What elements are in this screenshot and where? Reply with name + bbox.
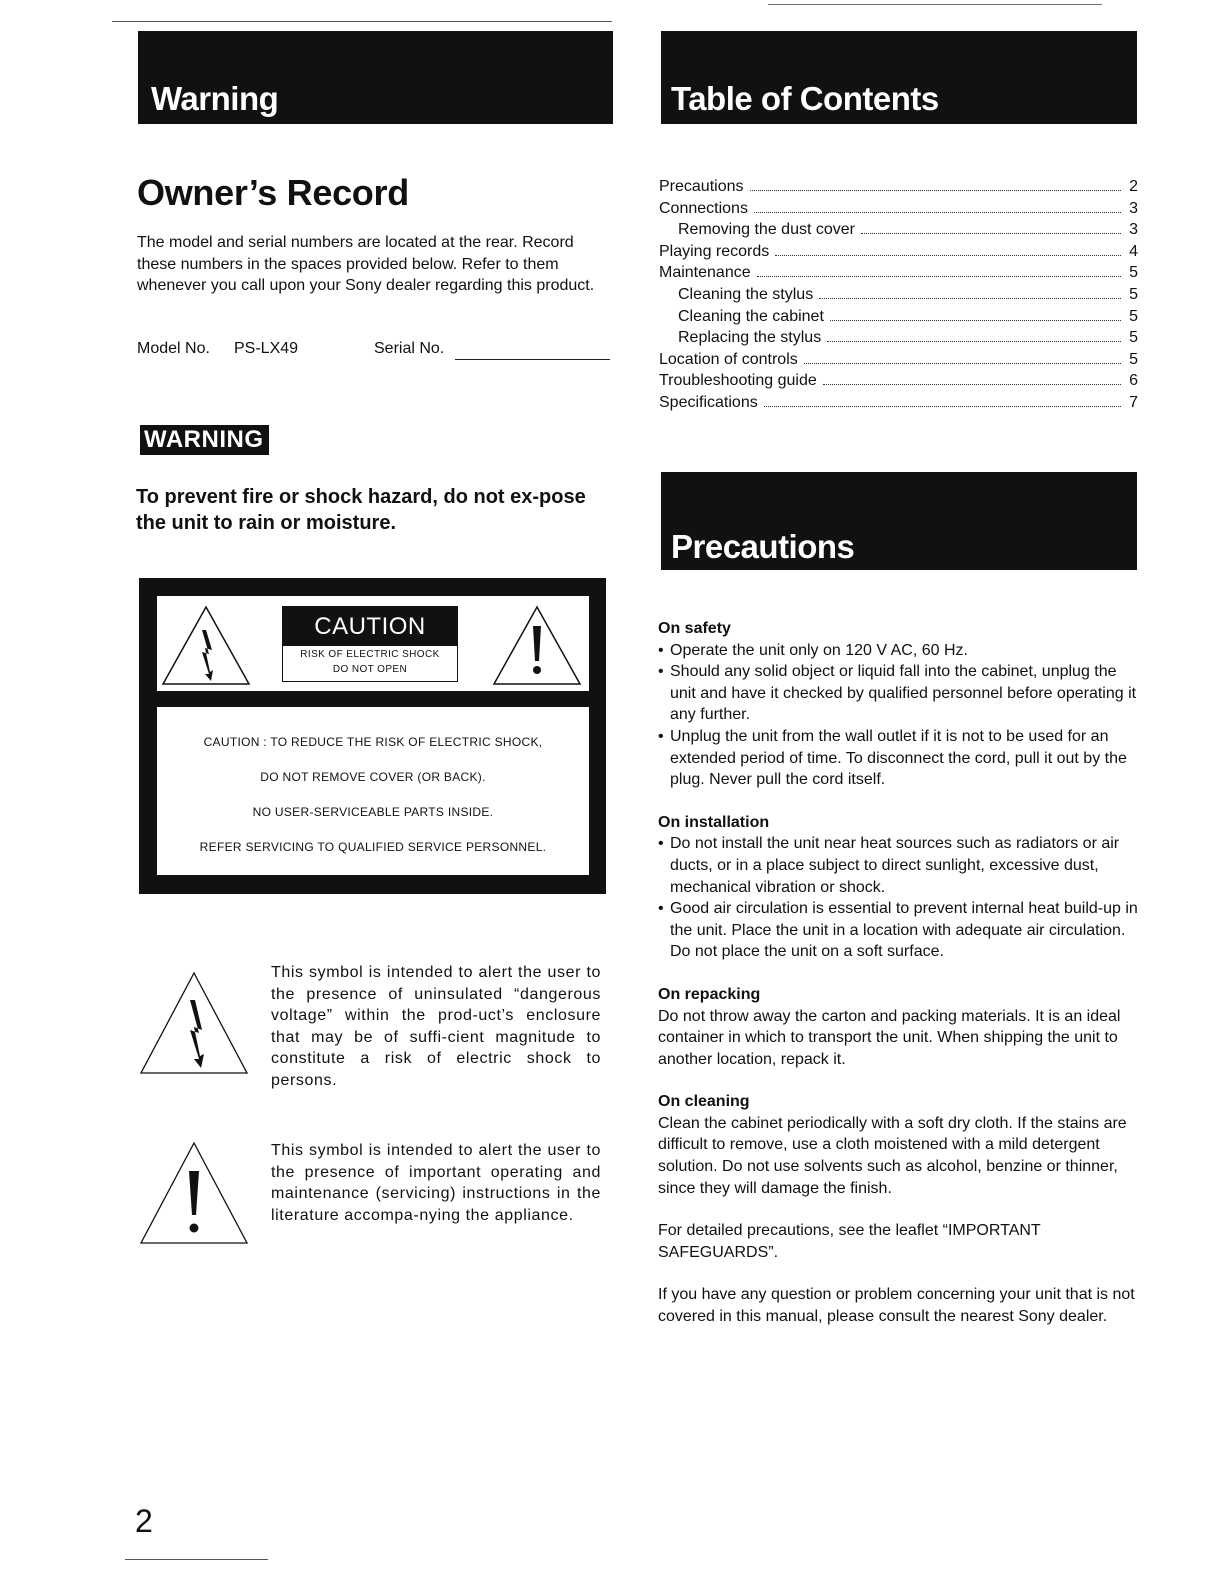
spacer <box>658 963 1140 984</box>
spacer <box>658 1199 1140 1220</box>
caution-line-4: REFER SERVICING TO QUALIFIED SERVICE PERSONNEL. <box>199 840 547 854</box>
model-value: PS-LX49 <box>234 340 299 357</box>
toc-entry[interactable] <box>659 198 1138 220</box>
caution-title: CAUTION <box>283 607 457 646</box>
lightning-symbol-icon <box>138 970 250 1076</box>
exclamation-symbol-icon <box>138 1140 250 1246</box>
serial-label: Serial No. <box>374 340 445 357</box>
toc-dots <box>819 298 1121 299</box>
toc-entry-label: Cleaning the stylus <box>678 285 814 303</box>
list-item: • Unplug the unit from the wall outlet if it is not to be used for an extended period of time. To disconnect the cord, pull it out by the plug. Never pull the cord itself. <box>658 726 1140 791</box>
warning-text: To prevent fire or shock hazard, do not ex-pose the unit to rain or moisture. <box>136 486 586 534</box>
exclamation-symbol-text: This symbol is intended to alert the user to the presence of important operating and maintenance (servicing) instructions in the literature accompa-nying the appliance. <box>271 1142 601 1224</box>
list-item: • Should any solid object or liquid fall into the cabinet, unplug the unit and have it checked by qualified personnel before operating it any further. <box>658 661 1140 726</box>
spacer <box>658 1263 1140 1284</box>
installation-heading: On installation <box>658 813 770 831</box>
caution-line-3: NO USER-SERVICEABLE PARTS INSIDE. <box>252 805 494 819</box>
toc-dots <box>757 276 1121 277</box>
warning-banner <box>138 31 613 124</box>
top-rule-right <box>768 4 1102 5</box>
leaflet-text: For detailed precautions, see the leaflet “IMPORTANT SAFEGUARDS”. <box>658 1222 1041 1261</box>
list-item: • Good air circulation is essential to prevent internal heat build-up in the unit. Place the unit in a location with adequate air circulation. Do not place the unit on a soft surface. <box>658 898 1140 963</box>
spacer <box>658 791 1140 812</box>
toc-dots <box>830 320 1121 321</box>
toc-entry[interactable] <box>659 370 1138 392</box>
toc-dots <box>754 212 1121 213</box>
toc-dots <box>827 341 1121 342</box>
toc-entry[interactable] <box>659 392 1138 414</box>
caution-line-1: CAUTION : TO REDUCE THE RISK OF ELECTRIC SHOCK, <box>203 735 543 749</box>
exclamation-warning-icon <box>491 604 583 686</box>
toc-entry[interactable] <box>659 262 1138 284</box>
model-serial-line <box>137 340 617 364</box>
toc-entry-page: 5 <box>1129 329 1138 347</box>
toc-entry[interactable] <box>659 284 1138 306</box>
caution-bottom-panel <box>157 707 589 875</box>
list-item: • Do not install the unit near heat sources such as radiators or air ducts, or in a place subject to direct sunlight, excessive dust, mechanical vibration or shock. <box>658 833 1140 898</box>
toc-entry[interactable] <box>659 176 1138 198</box>
toc-entry-label: Maintenance <box>659 264 751 282</box>
caution-sub-risk: RISK OF ELECTRIC SHOCK <box>300 649 440 660</box>
top-rule-left <box>112 21 612 22</box>
caution-sub-do-not-open: DO NOT OPEN <box>332 664 408 675</box>
toc-entry-page: 6 <box>1129 372 1138 390</box>
precautions-section <box>658 618 1140 1328</box>
model-label: Model No. <box>137 340 210 357</box>
safety-heading: On safety <box>658 620 731 637</box>
toc-entry-label: Cleaning the cabinet <box>678 307 824 325</box>
toc-entry-page: 3 <box>1129 221 1138 239</box>
cleaning-heading: On cleaning <box>658 1093 750 1111</box>
toc-entry-page: 5 <box>1129 307 1138 325</box>
toc-entry[interactable] <box>659 327 1138 349</box>
toc-entry-label: Specifications <box>659 393 758 411</box>
owners-record-title: Owner’s Record <box>137 172 409 213</box>
toc-entry-label: Location of controls <box>659 350 798 368</box>
toc-dots <box>804 363 1121 364</box>
toc-entry-page: 7 <box>1129 393 1138 411</box>
table-of-contents <box>659 176 1138 414</box>
toc-dots <box>750 190 1122 191</box>
toc-dots <box>861 233 1121 234</box>
repacking-heading: On repacking <box>658 985 761 1003</box>
toc-entry-label: Replacing the stylus <box>678 329 822 347</box>
question-text: If you have any question or problem concerning your unit that is not covered in this manual, please consult the nearest Sony dealer. <box>658 1286 1135 1326</box>
lightning-symbol-text: This symbol is intended to alert the user to the presence of uninsulated “dangerous voltage” within the prod-uct’s enclosure that may be of suffi-cient magnitude to constitute a risk of electric shock to persons. <box>271 964 601 1089</box>
safety-list <box>658 640 1140 791</box>
installation-list <box>658 833 1140 963</box>
toc-dots <box>775 255 1121 256</box>
toc-entry[interactable] <box>659 219 1138 241</box>
toc-entry-page: 5 <box>1129 350 1138 368</box>
repacking-text: Do not throw away the carton and packing materials. It is an ideal container in which to transport the unit. When shipping the unit to another location, repack it. <box>658 1007 1121 1068</box>
warning-banner-title: Warning <box>151 80 279 117</box>
precautions-banner <box>661 472 1137 570</box>
toc-banner-title: Table of Contents <box>671 80 939 117</box>
lightning-warning-icon <box>160 604 252 686</box>
toc-entry-page: 4 <box>1129 242 1138 260</box>
owners-record-body: The model and serial numbers are located at the rear. Record these numbers in the spaces provided below. Refer to them whenever you call upon your Sony dealer regarding this product. <box>137 234 595 294</box>
toc-dots <box>823 384 1121 385</box>
toc-entry-label: Removing the dust cover <box>678 221 855 239</box>
toc-entry-label: Precautions <box>659 178 744 195</box>
toc-entry-label: Troubleshooting guide <box>659 372 817 390</box>
toc-dots <box>764 406 1121 407</box>
toc-entry[interactable] <box>659 241 1138 263</box>
toc-entry-page: 3 <box>1129 199 1138 217</box>
toc-banner <box>661 31 1137 124</box>
toc-entry[interactable] <box>659 306 1138 328</box>
serial-number-blank <box>455 359 610 360</box>
toc-entry-page: 5 <box>1129 264 1138 282</box>
cleaning-text: Clean the cabinet periodically with a soft dry cloth. If the stains are difficult to remove, use a cloth moistened with a mild detergent solution. Do not use solvents such as alcohol, benzine or thinner, since they will damage the finish. <box>658 1114 1127 1197</box>
page-number: 2 <box>135 1503 153 1539</box>
toc-entry-label: Playing records <box>659 242 770 260</box>
caution-label <box>282 606 458 682</box>
warning-badge: WARNING <box>140 425 269 455</box>
toc-entry-page: 2 <box>1129 178 1138 195</box>
toc-entry-label: Connections <box>659 199 748 217</box>
caution-line-2: DO NOT REMOVE COVER (OR BACK). <box>260 770 486 784</box>
list-item: • Operate the unit only on 120 V AC, 60 Hz. <box>658 640 1140 662</box>
toc-entry[interactable] <box>659 349 1138 371</box>
bottom-rule <box>125 1559 268 1560</box>
toc-entry-page: 5 <box>1129 285 1138 303</box>
spacer <box>658 1070 1140 1091</box>
precautions-banner-title: Precautions <box>671 528 855 565</box>
